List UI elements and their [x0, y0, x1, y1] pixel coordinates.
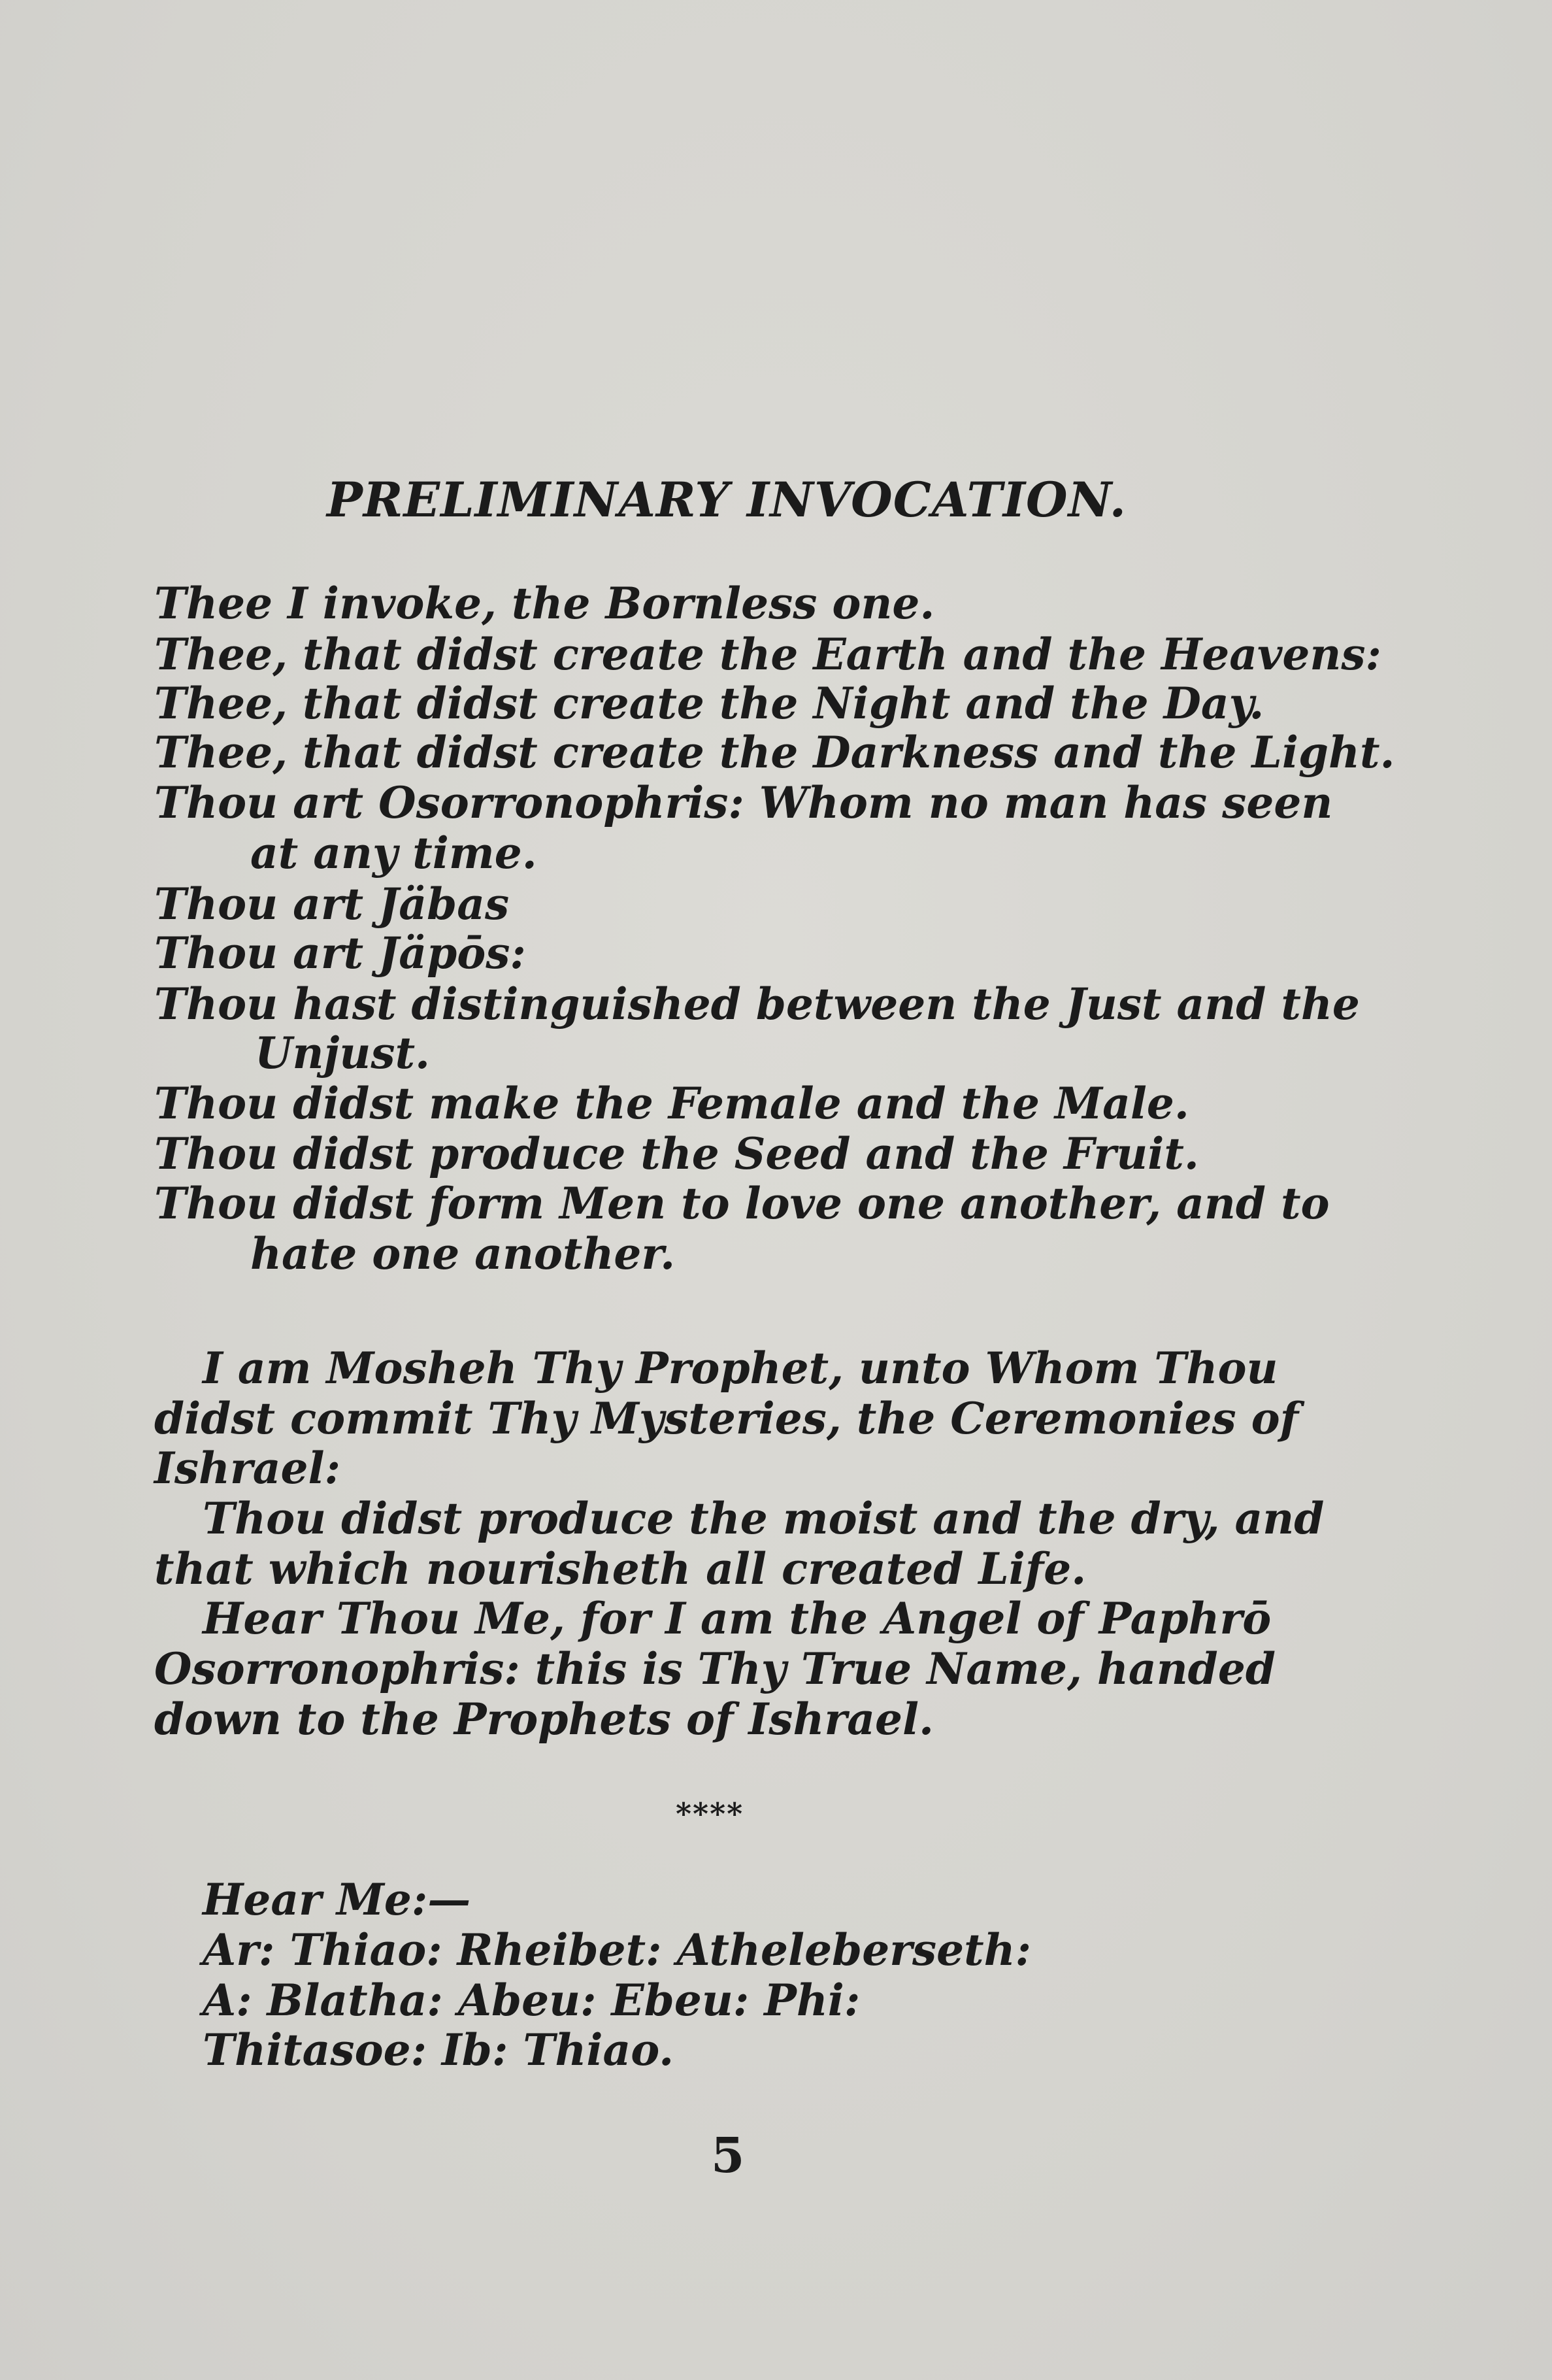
verse-line: Thou hast distinguished between the Just and the [154, 979, 1360, 1030]
verse-line: Thou art Jäpōs: [154, 928, 526, 979]
page-number: 5 [711, 2128, 745, 2184]
verse-line: Thou art Osorronophris: Whom no man has seen [154, 777, 1333, 828]
verse-line: Thou didst make the Female and the Male. [154, 1078, 1189, 1129]
verse-line-continuation: Unjust. [255, 1028, 431, 1079]
verse-line: Ishrael: [154, 1443, 340, 1494]
verse-line-continuation: hate one another. [250, 1228, 676, 1279]
verse-line: didst commit Thy Mysteries, the Ceremonies of [154, 1393, 1298, 1444]
verse-line: Thou didst produce the Seed and the Fruit. [154, 1128, 1199, 1179]
verse-line-continuation: at any time. [250, 828, 537, 879]
verse-line: A: Blatha: Abeu: Ebeu: Phi: [203, 1975, 861, 2026]
verse-line: that which nourisheth all created Life. [154, 1543, 1087, 1594]
page-title: PRELIMINARY INVOCATION. [327, 472, 1127, 528]
verse-line: Thitasoe: Ib: Thiao. [203, 2024, 674, 2075]
verse-line: Thee, that didst create the Darkness and the Light. [154, 727, 1395, 778]
verse-line: Thee I invoke, the Bornless one. [154, 578, 935, 629]
verse-line: down to the Prophets of Ishrael. [154, 1694, 934, 1745]
verse-line: Thou didst produce the moist and the dry, and [203, 1493, 1325, 1544]
verse-line: I am Mosheh Thy Prophet, unto Whom Thou [203, 1343, 1278, 1394]
verse-line: Thou art Jäbas [154, 879, 510, 930]
section-separator: **** [676, 1796, 744, 1832]
verse-line: Hear Thou Me, for I am the Angel of Paphrō [203, 1593, 1272, 1644]
verse-line: Thou didst form Men to love one another, and to [154, 1178, 1330, 1229]
verse-line: Hear Me:— [203, 1874, 471, 1925]
verse-line: Thee, that didst create the Earth and the Heavens: [154, 629, 1381, 680]
verse-line: Ar: Thiao: Rheibet: Atheleberseth: [203, 1924, 1031, 1975]
verse-line: Thee, that didst create the Night and the Day. [154, 678, 1264, 729]
verse-line: Osorronophris: this is Thy True Name, handed [154, 1643, 1276, 1694]
